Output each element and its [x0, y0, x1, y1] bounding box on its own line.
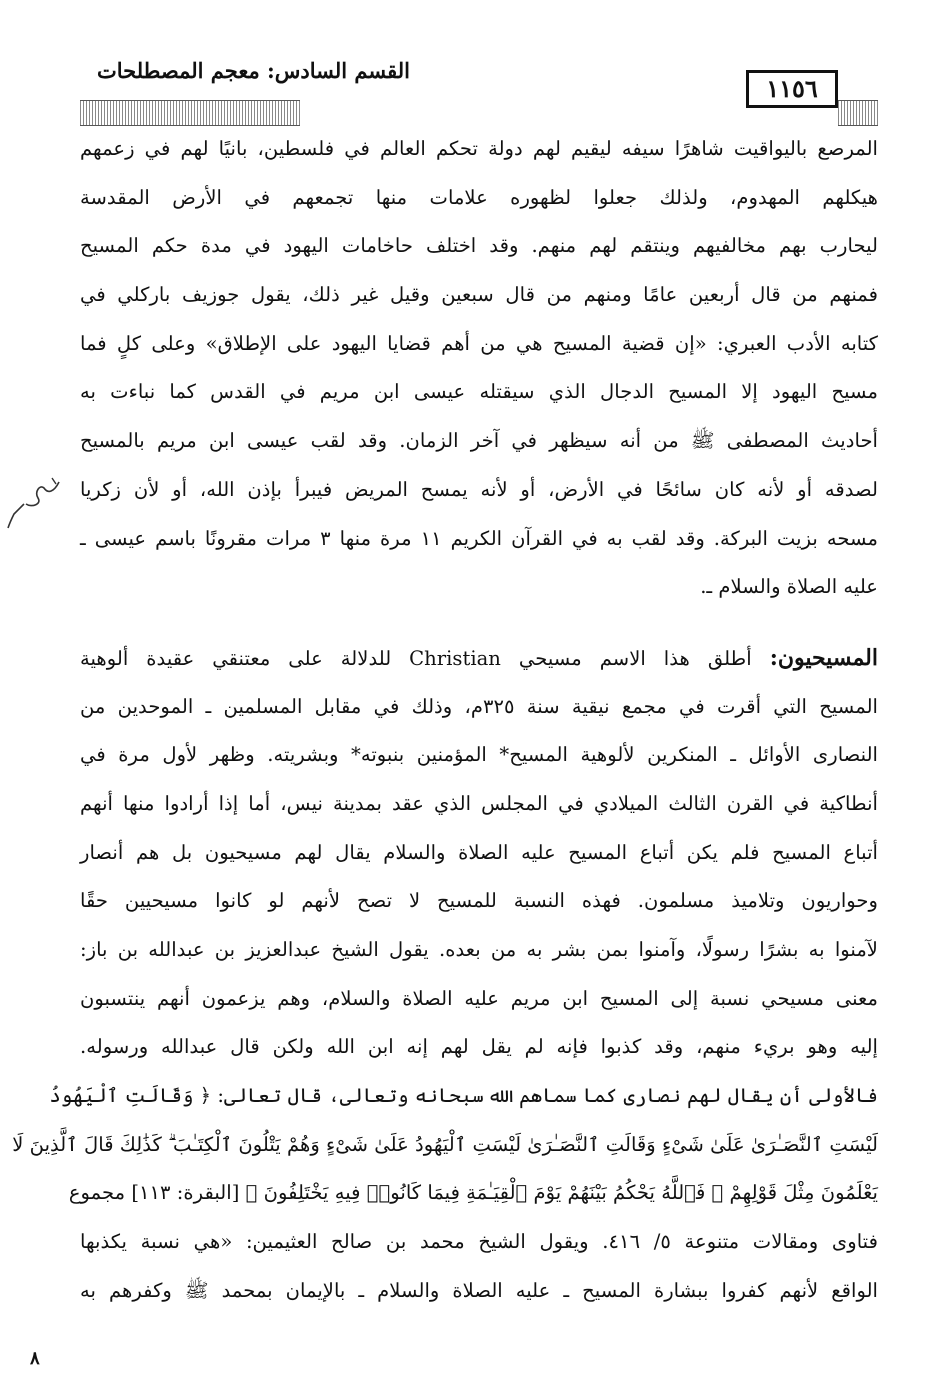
text-line-first: [80, 634, 878, 683]
text-line: النصارى الأوائل ـ المنكرين لألوهية المسيح* المؤمنين بنبوته* وبشريته. وظهر لأول مرة في: [80, 743, 878, 767]
text-line: هيكلهم المهدوم، ولذلك جعلوا لظهوره علامات منها تجمعهم في الأرض المقدسة: [80, 185, 878, 209]
page-body: [12, 125, 879, 1316]
handwritten-margin-note: [4, 474, 64, 534]
text-line: لآمنوا به بشرًا رسولًا، وآمنوا بمن بشر به من بعده. يقول الشيخ عبدالعزيز بن عبدالله بن باز:: [80, 938, 878, 961]
text-line: المرصع باليواقيت شاهرًا سيفه ليقيم لهم دولة تحكم العالم في فلسطين، بانيًا لهم في زعمهم: [80, 137, 878, 160]
text-line: أنطاكية في القرن الثالث الميلادي في المجلس الذي عقد بمدينة نيس، أما إذا أرادوا منها أنهم: [80, 791, 878, 815]
text-line: كتابه الأدب العبري: «إن قضية المسيح هي من أهم قضايا اليهود على الإطلاق» وعلى كلٍ فما: [80, 331, 878, 355]
paragraph-messiah: [80, 125, 878, 612]
text-line: وحواريون وتلاميذ مسلمون. فهذه النسبة للمسيح لا تصح لأنهم لو كانوا مسيحيين حقًا: [80, 889, 878, 913]
text-line: الواقع لأنهم كفروا ببشارة المسيح ـ عليه الصلاة والسلام ـ بالإيمان بمحمد ﷺ وكفرهم به: [80, 1278, 878, 1302]
section-title: القسم السادس: معجم المصطلحات: [96, 58, 410, 83]
text-line: مسيح اليهود إلا المسيح الدجال الذي سيقتله عيسى ابن مريم في القدس كما نباءت به: [80, 380, 878, 404]
entry-term: المسيحيون:: [769, 644, 878, 671]
text-line: أتباع المسيح فلم يكن أتباع المسيح عليه الصلاة والسلام يقال لهم مسيحيون بل هم أنصار: [80, 840, 878, 864]
text-line: معنى مسيحي نسبة إلى المسيح ابن مريم عليه الصلاة والسلام، وهم يزعمون أنهم ينتسبون: [80, 986, 878, 1010]
text-line: المسيح التي أقرت في مجمع نيقية سنة ٣٢٥م، وذلك في مقابل المسلمين ـ الموحدين من: [80, 694, 879, 718]
entry-definition-start: أطلق هذا الاسم مسيحي Christian للدلالة على معتنقي عقيدة ألوهية: [80, 646, 752, 670]
page-header: [80, 50, 878, 108]
text-line: إليه وهو بريء منهم، وقد كذبوا فإنه لم يقل لهم إنه ابن الله ولكن قال عبدالله ورسوله.: [80, 1035, 878, 1059]
header-rule-left: [838, 100, 878, 126]
header-rule-right: [80, 100, 300, 126]
text-line: عليه الصلاة والسلام ـ.: [700, 575, 878, 599]
text-line: ليحارب بهم مخالفيهم وينتقم لهم منهم. وقد اختلف حاخامات اليهود في مدة حكم المسيح: [80, 234, 878, 258]
quran-verse-line: يَعْلَمُونَ مِثْلَ قَوْلِهِمْ ۚ فَٱللَّهُ يَحْكُمُ بَيْنَهُمْ يَوْمَ ٱلْقِيَـٰمَةِ فِيمَا كَانُوا۟ فِيهِ يَخْتَلِفُونَ ﴾ [البقرة: ١١٣] مجموع: [68, 1181, 878, 1205]
text-line: فالأولى أن يقال لهم نصارى كما سماهم الله سبحانه وتعالى، قال تعالى: ﴿ وَقَالَتِ ٱلْيَهُودُ: [49, 1084, 878, 1108]
page-number: ١١٥٦: [746, 70, 838, 108]
text-line: مسحه بزيت البركة. وقد لقب به في القرآن الكريم ١١ مرة منها ٣ مرات مقرونًا باسم عيسى ـ: [80, 526, 878, 550]
corner-mark: ٨: [30, 1348, 40, 1369]
text-line: أحاديث المصطفى ﷺ من أنه سيظهر في آخر الزمان. وقد لقب عيسى ابن مريم بالمسيح: [80, 429, 878, 453]
quran-verse-line: لَيْسَتِ ٱلنَّصَـٰرَىٰ عَلَىٰ شَىْءٍ وَقَالَتِ ٱلنَّصَـٰرَىٰ لَيْسَتِ ٱلْيَهُودُ عَلَىٰ شَىْءٍ وَهُمْ يَتْلُونَ ٱلْكِتَـٰبَ ۗ كَذَٰلِكَ قَالَ ٱلَّذِينَ لَا: [12, 1132, 878, 1156]
text-line: فتاوى ومقالات متنوعة ٥/ ٤١٦. ويقول الشيخ محمد بن صالح العثيمين: «هي نسبة يكذبها: [80, 1230, 878, 1254]
text-line: لصدقه أو لأنه كان سائحًا في الأرض، أو لأنه يمسح المريض فيبرأ بإذن الله، أو لأن زكريا: [80, 477, 878, 501]
paragraph-christians: [12, 634, 879, 1316]
text-line: فمنهم من قال أربعين عامًا ومنهم من قال سبعين وقيل غير ذلك، يقول جوزيف باركلي في: [80, 283, 878, 307]
